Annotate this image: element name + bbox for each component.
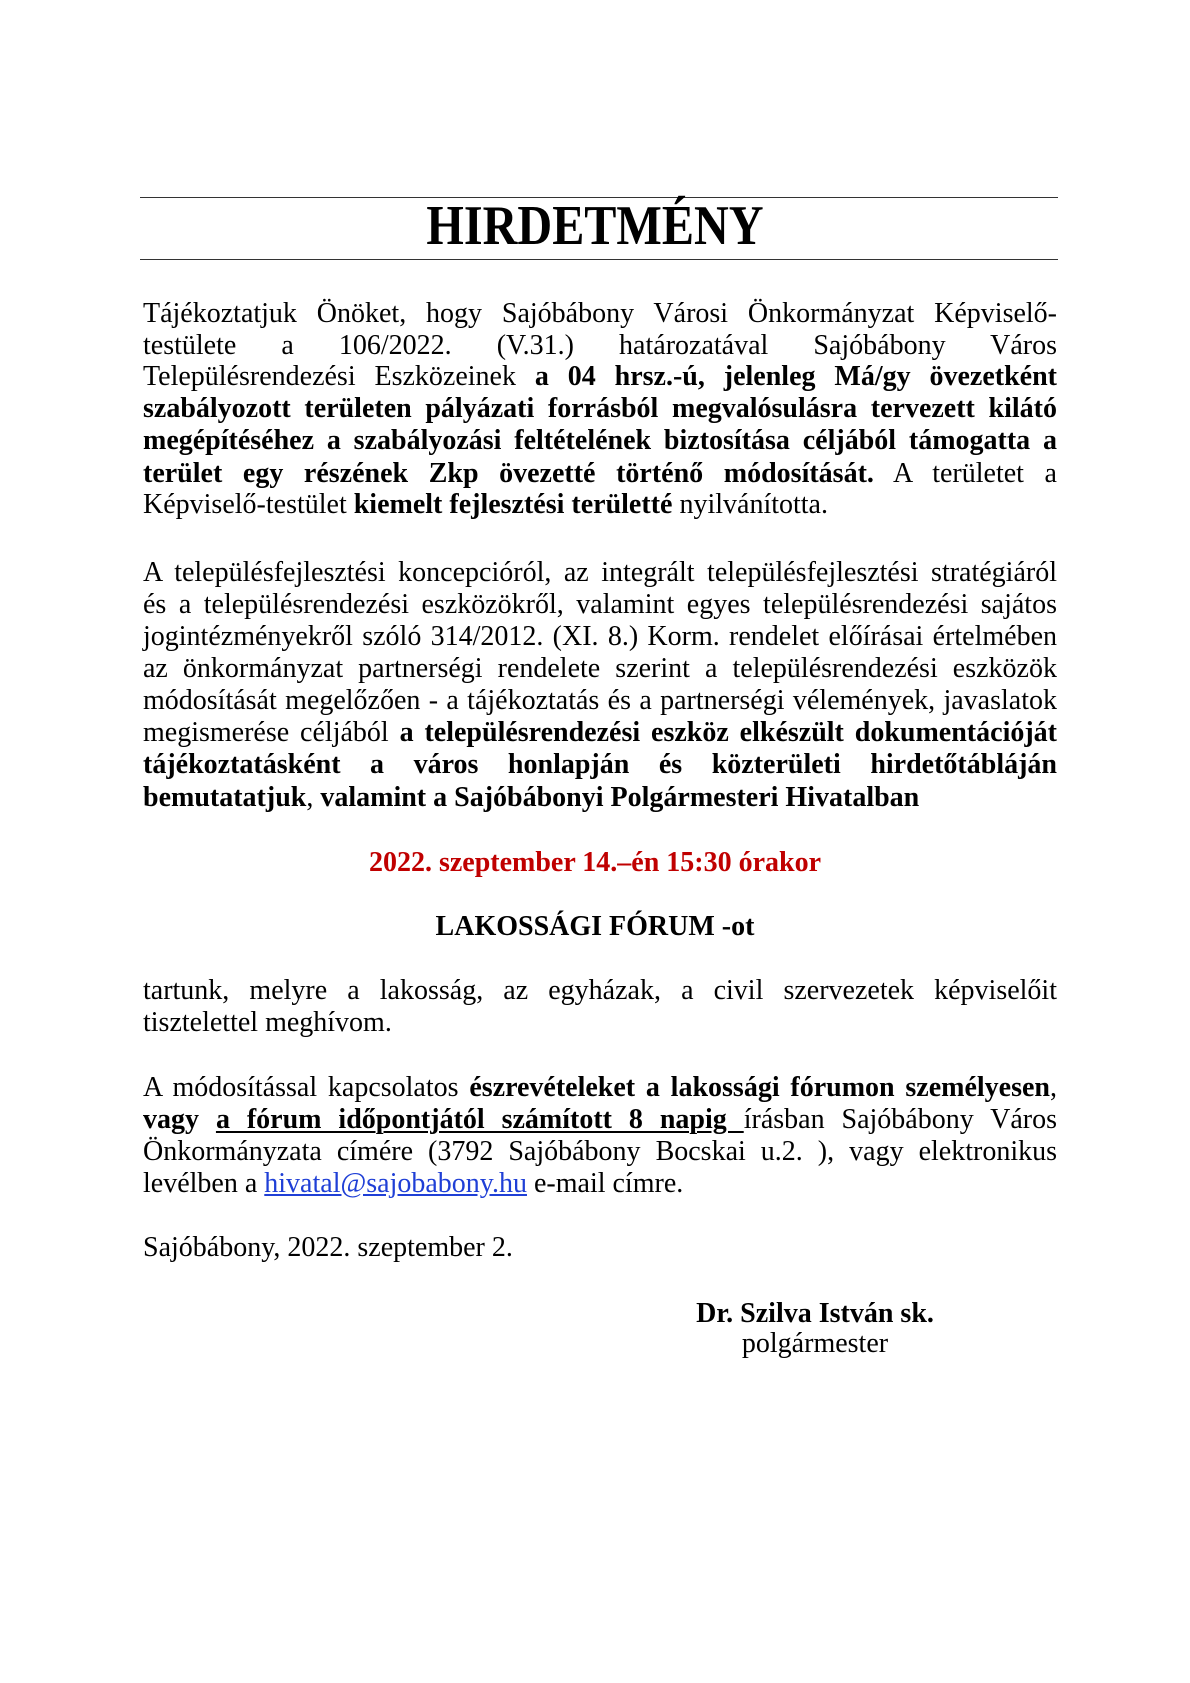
text-span: , xyxy=(306,782,321,813)
text-span: megismerése céljából xyxy=(143,717,400,748)
page-title: HIRDETMÉNY xyxy=(426,195,764,257)
bold-span: kiemelt fejlesztési területté xyxy=(353,489,673,520)
signature-role: polgármester xyxy=(741,1328,889,1359)
event-name: LAKOSSÁGI FÓRUM -ot xyxy=(435,911,755,942)
bold-span: terület egy részének Zkp övezetté történő módosítását. xyxy=(143,458,874,489)
signature-name: Dr. Szilva István sk. xyxy=(696,1298,934,1329)
text-line: Önkormányzata címére (3792 Sajóbábony Bocskai u.2. ), vagy elektronikus xyxy=(143,1136,1057,1167)
bold-span: szabályozott területen pályázati forrásból megvalósulásra tervezett kilátó xyxy=(143,393,1057,424)
text-line: tartunk, melyre a lakosság, az egyházak, a civil szervezetek képviselőit xyxy=(143,975,1057,1006)
text-span: e-mail címre. xyxy=(526,1168,684,1199)
text-line: tisztelettel meghívom. xyxy=(143,1007,392,1038)
text-span: Képviselő-testület xyxy=(143,489,354,520)
text-line xyxy=(143,1168,1057,1200)
text-line xyxy=(143,425,1057,457)
text-line xyxy=(143,782,1057,814)
text-span: A módosítással kapcsolatos xyxy=(143,1072,470,1103)
text-span: A területet a xyxy=(873,458,1057,489)
bold-span: tájékoztatásként a város honlapján és közterületi hirdetőtábláján xyxy=(143,749,1057,780)
underlined-bold-span: a fórum időpontjától számított 8 napig xyxy=(215,1104,744,1135)
text-line: Tájékoztatjuk Önöket, hogy Sajóbábony Városi Önkormányzat Képviselő- xyxy=(143,298,1057,329)
text-line: jogintézményekről szóló 314/2012. (XI. 8.) Korm. rendelet előírásai értelmében xyxy=(143,621,1057,652)
text-line xyxy=(143,458,1057,490)
text-line xyxy=(143,1072,1057,1104)
text-line xyxy=(143,361,1057,393)
text-line: az önkormányzat partnerségi rendelete szerint a településrendezési eszközök xyxy=(143,653,1057,684)
text-span: nyilvánította. xyxy=(672,489,828,520)
text-line: A településfejlesztési koncepcióról, az integrált településfejlesztési stratégiáról xyxy=(143,557,1057,588)
date-place: Sajóbábony, 2022. szeptember 2. xyxy=(143,1232,513,1263)
bold-span: észrevételeket a lakossági fórumon személyesen xyxy=(469,1072,1050,1103)
text-line xyxy=(143,749,1057,781)
text-span: levélben a xyxy=(143,1168,265,1199)
text-line: módosítását megelőzően - a tájékoztatás és a partnerségi vélemények, javaslatok xyxy=(143,685,1057,716)
email-link[interactable]: hivatal@sajobabony.hu xyxy=(264,1168,527,1199)
bottom-rule xyxy=(140,259,1058,260)
text-line xyxy=(143,393,1057,425)
text-line xyxy=(143,489,1057,521)
bold-span: valamint a Sajóbábonyi Polgármesteri Hivatalban xyxy=(320,782,920,813)
bold-span: vagy xyxy=(143,1104,216,1135)
text-line xyxy=(143,1104,1057,1136)
bold-span: a 04 hrsz.-ú, jelenleg Má/gy övezetként xyxy=(534,361,1057,392)
bold-span: a településrendezési eszköz elkészült dokumentációját xyxy=(399,717,1057,748)
text-span: Településrendezési Eszközeinek xyxy=(143,361,535,392)
event-date: 2022. szeptember 14.–én 15:30 órakor xyxy=(368,847,822,878)
bold-span: bemutatatjuk xyxy=(143,782,307,813)
text-line: és a településrendezési eszközökről, valamint egyes településrendezési sajátos xyxy=(143,589,1057,620)
text-line: testülete a 106/2022. (V.31.) határozatával Sajóbábony Város xyxy=(143,330,1057,361)
bold-span: megépítéséhez a szabályozási feltételének biztosítása céljából támogatta a xyxy=(143,425,1057,456)
text-line xyxy=(143,717,1057,749)
text-span: írásban Sajóbábony Város xyxy=(743,1104,1057,1135)
text-span: , xyxy=(1049,1072,1057,1103)
